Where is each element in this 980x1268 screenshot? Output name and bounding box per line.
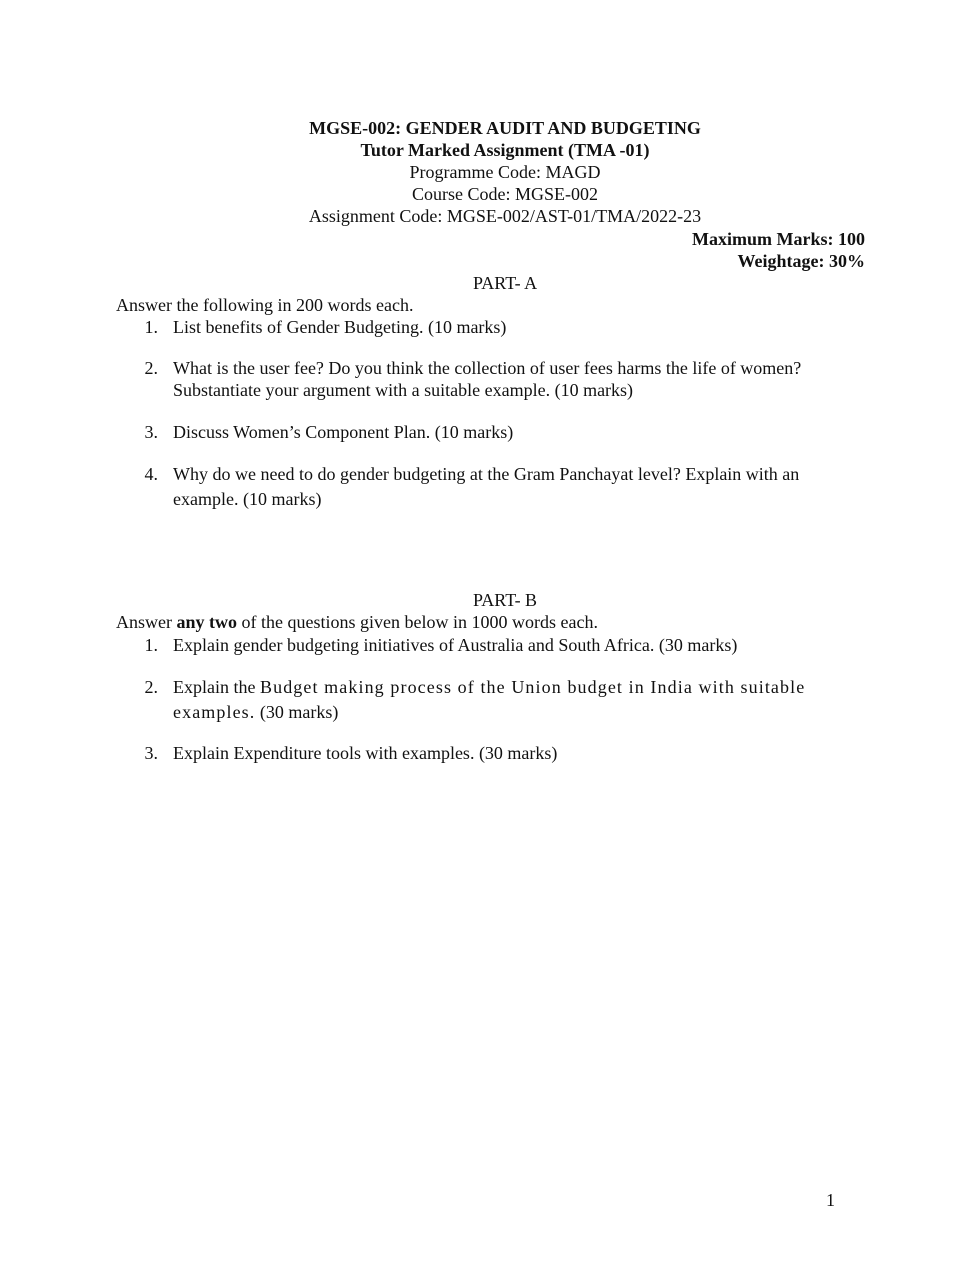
part-b-heading: PART- B xyxy=(472,590,538,610)
line-segment: (30 marks) xyxy=(255,702,339,722)
maximum-marks: Maximum Marks: 100 xyxy=(692,229,865,249)
course-code: Course Code: MGSE-002 xyxy=(412,184,598,204)
question-text: Discuss Women’s Component Plan. (10 marks) xyxy=(173,422,514,442)
question-text-line-1: Why do we need to do gender budgeting at the Gram Panchayat level? Explain with an xyxy=(173,464,800,484)
line-segment-spaced: Budget making process of the Union budget in India with suitable xyxy=(259,677,806,697)
question-number: 2. xyxy=(144,358,158,378)
question-text-line-2: example. (10 marks) xyxy=(173,489,322,509)
document-title: MGSE-002: GENDER AUDIT AND BUDGETING xyxy=(309,118,701,138)
question-number: 1. xyxy=(144,635,158,655)
assignment-code: Assignment Code: MGSE-002/AST-01/TMA/2022-23 xyxy=(308,206,702,226)
question-text-line-2 xyxy=(173,700,863,724)
part-b-instruction xyxy=(116,611,598,633)
line-segment: Explain the xyxy=(173,677,260,697)
instruction-post: of the questions given below in 1000 words each. xyxy=(237,612,598,632)
question-text: Explain gender budgeting initiatives of Australia and South Africa. (30 marks) xyxy=(173,635,738,655)
weightage: Weightage: 30% xyxy=(737,251,865,271)
question-text-line-1 xyxy=(173,675,863,699)
part-a-heading: PART- A xyxy=(472,273,538,293)
question-number: 3. xyxy=(144,743,158,763)
document-subtitle: Tutor Marked Assignment (TMA -01) xyxy=(360,140,650,160)
question-number: 4. xyxy=(144,464,158,484)
question-text-line-1: What is the user fee? Do you think the collection of user fees harms the life of women? xyxy=(173,358,802,378)
question-number: 2. xyxy=(144,677,158,697)
instruction-emphasis: any two xyxy=(176,612,238,632)
line-segment-spaced: examples. xyxy=(173,702,256,722)
question-number: 3. xyxy=(144,422,158,442)
question-text: List benefits of Gender Budgeting. (10 marks) xyxy=(173,317,507,337)
programme-code: Programme Code: MAGD xyxy=(409,162,601,182)
question-text-line-2: Substantiate your argument with a suitable example. (10 marks) xyxy=(173,380,634,400)
instruction-pre: Answer xyxy=(116,612,177,632)
part-a-instruction: Answer the following in 200 words each. xyxy=(116,295,414,315)
question-text: Explain Expenditure tools with examples. (30 marks) xyxy=(173,743,558,763)
question-number: 1. xyxy=(144,317,158,337)
page-number: 1 xyxy=(826,1190,835,1210)
